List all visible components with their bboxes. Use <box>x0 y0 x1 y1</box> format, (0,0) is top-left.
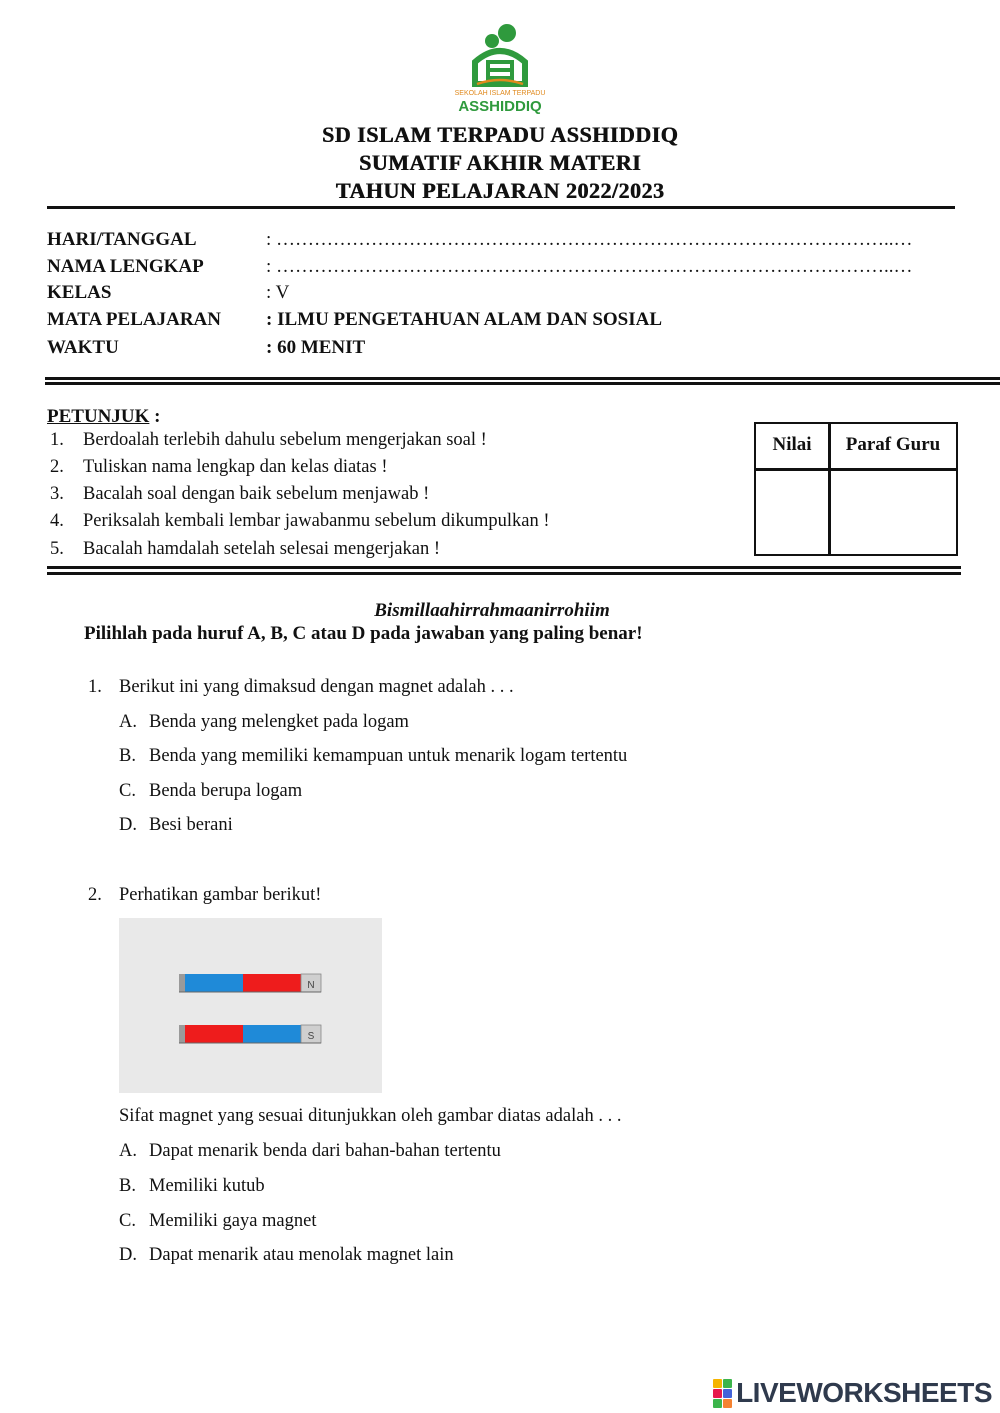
question-2-option-c[interactable]: C. Memiliki gaya magnet <box>119 1211 317 1231</box>
question-2-option-b[interactable]: B. Memiliki kutub <box>119 1176 265 1196</box>
name-field[interactable]: : ……………………………………………………………………………………..… <box>266 256 913 277</box>
info-divider <box>45 377 1000 385</box>
instructions-divider <box>47 566 961 575</box>
logo-caption-big: ASSHIDDIQ <box>458 98 542 115</box>
teacher-signature-header: Paraf Guru <box>845 434 941 455</box>
header-rule <box>47 206 955 209</box>
liveworksheets-blocks-icon <box>713 1379 732 1408</box>
class-value: : V <box>266 282 290 303</box>
score-header: Nilai <box>772 434 812 455</box>
question-1-option-a[interactable]: A. Benda yang melengket pada logam <box>119 712 409 732</box>
instruction-item: 3. Bacalah soal dengan baik sebelum menjawab ! <box>50 484 430 504</box>
score-box <box>754 422 958 556</box>
instruction-item: 4. Periksalah kembali lembar jawabanmu sebelum dikumpulkan ! <box>50 511 550 531</box>
question-1: 1. Berikut ini yang dimaksud dengan magnet adalah . . . <box>88 677 514 697</box>
name-label: NAMA LENGKAP <box>47 256 204 277</box>
school-logo <box>455 20 545 120</box>
magnet-top-label: N <box>307 980 315 991</box>
question-2: 2. Perhatikan gambar berikut! <box>88 885 322 905</box>
class-label: KELAS <box>47 282 112 303</box>
magnet-picture <box>119 918 382 1093</box>
subject-value: : ILMU PENGETAHUAN ALAM DAN SOSIAL <box>266 309 663 330</box>
exam-title: SUMATIF AKHIR MATERI <box>358 150 642 175</box>
logo-caption-small: SEKOLAH ISLAM TERPADU <box>454 90 546 97</box>
date-field[interactable]: : ……………………………………………………………………………………..… <box>266 229 913 250</box>
academic-year: TAHUN PELAJARAN 2022/2023 <box>335 178 665 203</box>
question-1-option-d[interactable]: D. Besi berani <box>119 815 233 835</box>
liveworksheets-logo <box>713 1375 992 1411</box>
school-name: SD ISLAM TERPADU ASSHIDDIQ <box>321 122 679 147</box>
time-label: WAKTU <box>47 337 119 358</box>
question-2-option-d[interactable]: D. Dapat menarik atau menolak magnet lain <box>119 1245 454 1265</box>
instruction-item: 2. Tuliskan nama lengkap dan kelas diatas ! <box>50 457 388 477</box>
question-1-option-b[interactable]: B. Benda yang memiliki kemampuan untuk menarik logam tertentu <box>119 746 628 766</box>
subject-label: MATA PELAJARAN <box>47 309 221 330</box>
bismillah: Bismillaahirrahmaanirrohiim <box>374 600 610 621</box>
question-instruction: Pilihlah pada huruf A, B, C atau D pada jawaban yang paling benar! <box>84 623 643 644</box>
question-2-stem: Sifat magnet yang sesuai ditunjukkan oleh gambar diatas adalah . . . <box>119 1106 622 1126</box>
question-2-option-a[interactable]: A. Dapat menarik benda dari bahan-bahan tertentu <box>119 1141 501 1161</box>
question-1-option-c[interactable]: C. Benda berupa logam <box>119 781 303 801</box>
instructions-title: PETUNJUK : <box>47 406 161 427</box>
instruction-item: 5. Bacalah hamdalah setelah selesai mengerjakan ! <box>50 539 440 559</box>
liveworksheets-text: LIVEWORKSHEETS <box>736 1377 992 1408</box>
instruction-item: 1. Berdoalah terlebih dahulu sebelum mengerjakan soal ! <box>50 430 487 450</box>
time-value: : 60 MENIT <box>266 337 366 358</box>
magnet-bottom-label: S <box>307 1031 315 1042</box>
date-label: HARI/TANGGAL <box>47 229 197 250</box>
